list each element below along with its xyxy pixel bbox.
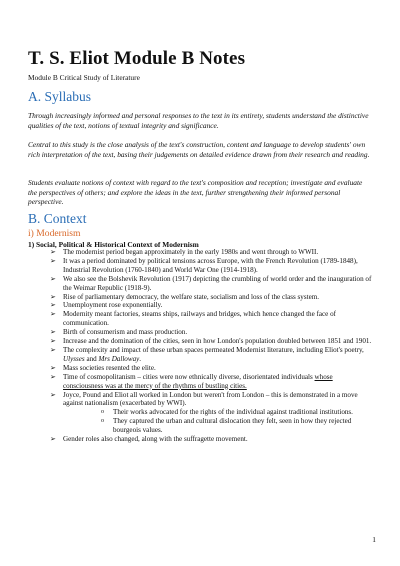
title-ulysses: Ulysses [63,354,85,363]
list-item-text: Joyce, Pound and Eliot all worked in London but weren't from London – this is demonstrated in a move against nationalism (exacerbated by WWI). [63,390,358,408]
context-bullet-list [28,248,373,444]
nested-list-item [63,408,373,417]
arrow-bullet-icon: ➢ [50,435,56,444]
arrow-bullet-icon: ➢ [50,328,56,337]
circle-bullet-icon: o [101,409,104,416]
list-item [28,301,373,310]
list-item [28,248,373,257]
list-item-text: Birth of consumerism and mass production. [63,328,188,337]
nested-list [63,408,373,435]
list-item [28,435,373,444]
list-item [28,373,373,391]
page-number: 1 [372,535,376,544]
subsection-heading: i) Modernism [28,228,81,239]
list-item-text: Unemployment rose exponentially. [63,301,163,310]
title-mrs-dalloway: Mrs Dalloway [98,354,140,363]
arrow-bullet-icon: ➢ [50,390,56,399]
section-b-heading: B. Context [28,211,87,226]
page-subtitle: Module B Critical Study of Literature [28,73,140,82]
list-item [28,257,373,275]
arrow-bullet-icon: ➢ [50,274,56,283]
list-item-text: . [139,354,142,363]
list-item [28,310,373,328]
circle-bullet-icon: o [101,418,104,425]
list-item-text: The modernist period began approximately in the early 1980s and went through to WWII. [63,248,319,256]
arrow-bullet-icon: ➢ [50,292,56,301]
arrow-bullet-icon: ➢ [50,301,56,310]
list-item-text: We also see the Bolshevik Revolution (1917) depicting the crumbling of world order and the inauguration of the Weimar Republic (1918-9). [63,274,372,292]
list-item [28,275,373,293]
list-item-text: Modernity meant factories, steams ships, railways and bridges, which hence changed the face of communication. [63,310,337,328]
list-item [28,346,373,364]
syllabus-paragraph-2: Central to this study is the close analysis of the text's construction, content and language to develop students' own rich interpretation of the text, basing their judgements on detailed evidence drawn from their research and reading. [28,140,370,159]
syllabus-paragraph-3: Students evaluate notions of context with regard to the text's composition and reception; investigate and evaluate the perspectives of others; and explore the ideas in the text, further strengthening their informed personal perspective. [28,178,363,207]
list-item-text: The complexity and impact of these urban spaces permeated Modernist literature, including Eliot's poetry, [63,345,364,354]
arrow-bullet-icon: ➢ [50,248,56,256]
arrow-bullet-icon: ➢ [50,345,56,354]
section-a-heading: A. Syllabus [28,89,92,104]
underlined-phrase: whose consciousness was at the mercy of the rhythms of bustling cities. [63,372,333,390]
list-item-text: Gender roles also changed, along with the suffragette movement. [63,435,248,444]
syllabus-paragraph-1: Through increasingly informed and personal responses to the text in its entirety, students understand the distinctive qualities of the text, notions of textual integrity and significance. [28,111,369,130]
page-title: T. S. Eliot Module B Notes [28,48,246,69]
list-item-text: Rise of parliamentary democracy, the welfare state, socialism and loss of the class system. [63,292,320,301]
arrow-bullet-icon: ➢ [50,310,56,319]
arrow-bullet-icon: ➢ [50,256,56,265]
list-item-text: Time of cosmopolitanism – cities were now ethnically diverse, disorientated individuals [63,372,315,381]
list-item [28,337,373,346]
list-item [28,391,373,436]
list-item [28,293,373,302]
arrow-bullet-icon: ➢ [50,337,56,346]
arrow-bullet-icon: ➢ [50,372,56,381]
list-item [28,328,373,337]
list-item-text: They captured the urban and cultural dislocation they felt, seen in how they rejected bourgeois values. [113,417,352,435]
list-item-text: It was a period dominated by political tensions across Europe, with the French Revolution (1789-1848), Industrial Revolution (1760-1840) and World War One (1914-1918). [63,256,358,274]
context-heading: 1) Social, Political & Historical Context of Modernism [28,240,199,249]
arrow-bullet-icon: ➢ [50,363,56,372]
nested-list-item [63,417,373,435]
list-item-text: Increase and the domination of the cities, seen in how London's population doubled between 1851 and 1901. [63,337,372,346]
list-item [28,364,373,373]
list-item-text: Their works advocated for the rights of the individual against traditional institutions. [113,408,353,417]
list-item-text: and [84,354,99,363]
list-item-text: Mass societies resented the elite. [63,363,156,372]
